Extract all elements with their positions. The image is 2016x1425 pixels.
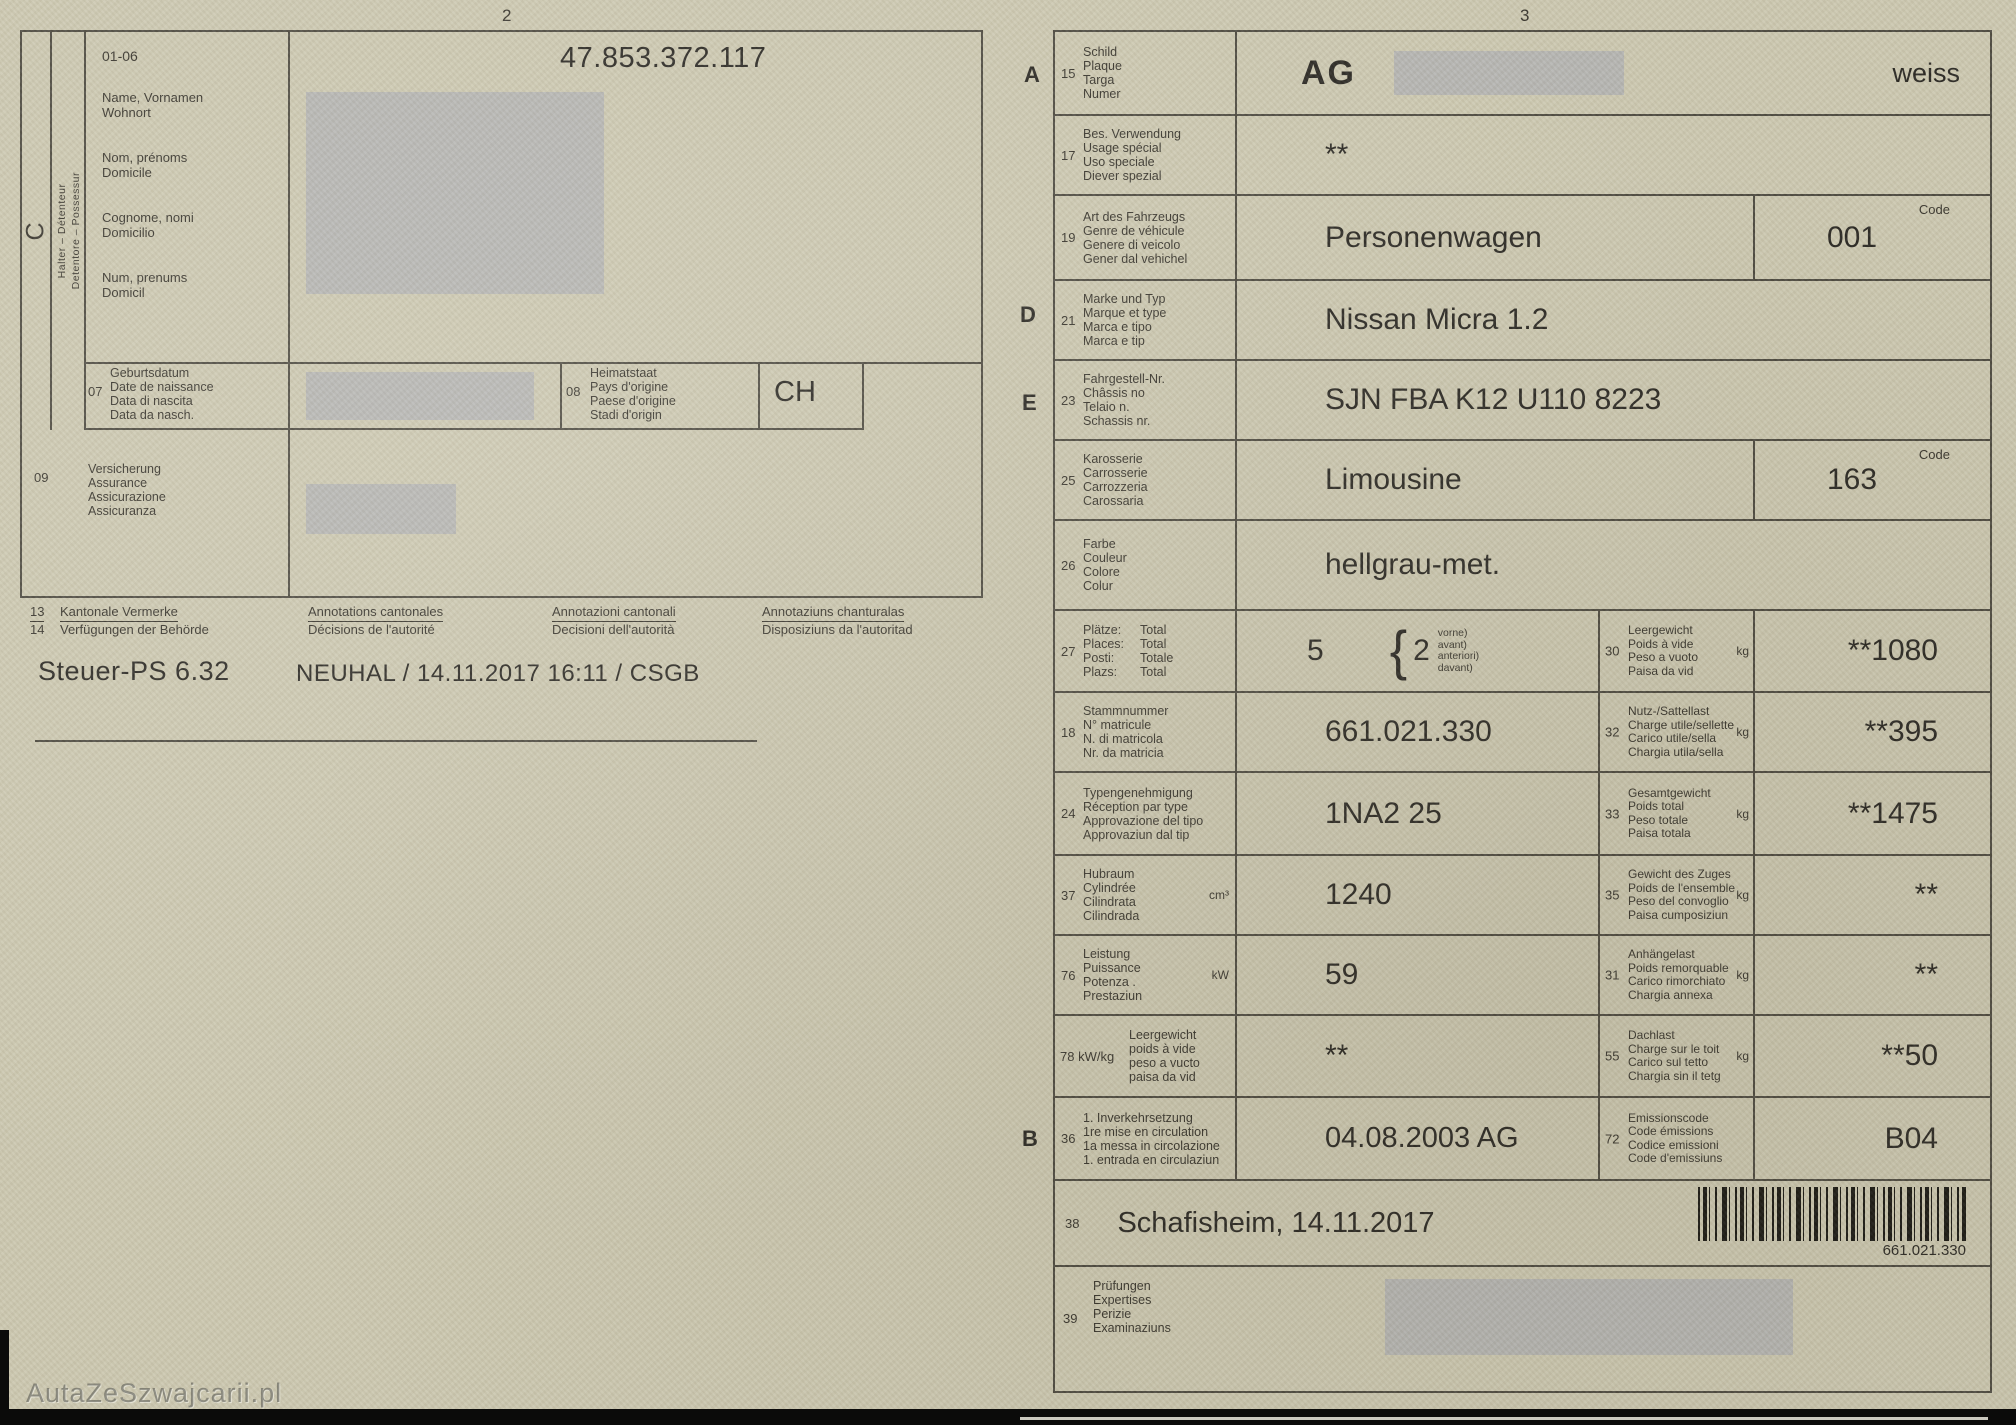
barcode: [1698, 1187, 1966, 1241]
vehicle-type-value: Personenwagen: [1237, 196, 1755, 279]
row-25-body-style: [1055, 441, 1990, 521]
redaction-box-inspections: [1385, 1279, 1793, 1355]
field-21-number: 21: [1061, 312, 1076, 328]
displacement-value: 1240: [1237, 856, 1600, 934]
vehicle-type-code-label: Code: [1918, 202, 1950, 217]
field-76-number: 76: [1061, 967, 1076, 983]
scan-left-edge: [0, 1330, 9, 1425]
row-18-label-cell: [1055, 693, 1237, 771]
label-value-divider: [288, 32, 290, 596]
row-18-matricule-32-payload: [1055, 693, 1990, 773]
row-39-inspections: [1055, 1267, 1990, 1391]
margin-letter-a: A: [1024, 62, 1040, 87]
field-72-labels: Emissionscode Code émissions Codice emissioni Code d'emissiuns: [1628, 1110, 1723, 1165]
holder-name-label-de: Name, Vornamen Wohnort: [102, 90, 204, 120]
row-21-label-cell: [1055, 281, 1237, 359]
field-33-unit: kg: [1736, 806, 1749, 821]
row-27-seats-30-weight: [1055, 611, 1990, 693]
row-24-approval-33-total-weight: [1055, 773, 1990, 856]
cantonal-header-it: [552, 604, 676, 638]
field-32-number: 32: [1605, 724, 1620, 740]
row-37-displacement-35-train-weight: [1055, 856, 1990, 936]
row-25-label-cell: [1055, 441, 1237, 519]
plate-value-cell: [1237, 32, 1990, 114]
row-76-label-cell: [1055, 936, 1237, 1014]
cantonal-header-de-line2: Verfügungen der Behörde: [60, 622, 209, 637]
field-37-labels: Hubraum Cylindrée Cilindrata Cilindrada: [1083, 867, 1140, 923]
field-26-number: 26: [1061, 557, 1076, 573]
cantonal-header-fr-line1: Annotations cantonales: [308, 604, 443, 622]
field-27-number: 27: [1061, 643, 1076, 659]
field-14-number: 14: [30, 622, 45, 637]
row-17-label-cell: [1055, 116, 1237, 194]
field-37-number: 37: [1061, 887, 1076, 903]
redaction-box-insurance: [306, 484, 456, 534]
row-19-label-cell: [1055, 196, 1237, 279]
body-style-code-value: 163: [1827, 463, 1878, 496]
field-35-unit: kg: [1736, 888, 1749, 902]
row-26-color: [1055, 521, 1990, 611]
redaction-box-plate-number: [1394, 51, 1624, 95]
type-approval-value: 1NA2 25: [1237, 773, 1600, 854]
plate-color-value: weiss: [1892, 57, 1960, 88]
payload-value: **395: [1864, 715, 1938, 748]
train-weight-value: **: [1914, 878, 1938, 911]
field-09-insurance-labels: Versicherung Assurance Assicurazione Assicuranza: [88, 462, 166, 518]
section-letter-c-column: [22, 32, 52, 430]
cantonal-header-rm-line1: Annotaziuns chanturalas: [762, 604, 904, 622]
chassis-number-value: SJN FBA K12 U110 8223: [1325, 383, 1662, 416]
margin-letter-d: D: [1020, 302, 1036, 327]
vehicle-data-table: [1053, 30, 1992, 1393]
authority-stamp-entry: NEUHAL / 14.11.2017 16:11 / CSGB: [296, 660, 700, 687]
field-26-labels: Farbe Couleur Colore Colur: [1083, 537, 1127, 593]
field08-left-border: [560, 362, 562, 430]
holder-name-label-it: Cognome, nomi Domicilio: [102, 210, 194, 240]
field-33-labels: Gesamtgewicht Poids total Peso totale Paisa totala: [1628, 785, 1711, 840]
field-27-labels: [1081, 611, 1173, 691]
redaction-box-birthdate: [306, 372, 534, 420]
field-27-labels-left: Plätze: Places: Posti: Plazs:: [1083, 623, 1124, 679]
row-39-label-cell: [1055, 1267, 1990, 1391]
field-33-number: 33: [1605, 806, 1620, 821]
field-72-number: 72: [1605, 1131, 1620, 1146]
cantonal-header-it-line1: Annotazioni cantonali: [552, 604, 676, 622]
roof-load-value: **50: [1881, 1039, 1938, 1072]
matricule-number-value: 661.021.330: [1237, 693, 1600, 771]
field-31-label-cell: [1600, 936, 1755, 1014]
cantonal-header-rm: [762, 604, 913, 638]
vehicle-type-code-value: 001: [1827, 220, 1878, 254]
field08-value-divider: [758, 362, 760, 430]
plate-canton-value: AG: [1301, 53, 1356, 92]
field-30-labels: Leergewicht Poids à vide Peso a vuoto Paisa da vid: [1628, 623, 1699, 678]
cantonal-rule-line: [35, 740, 757, 742]
field-31-number: 31: [1605, 967, 1620, 983]
field-range-01-06: 01-06: [102, 48, 138, 64]
holder-vertical-text: Halter – Détenteur Detentore – Possessur: [56, 172, 82, 290]
row-38-issue: [1055, 1181, 1990, 1267]
row07-top-line: [86, 362, 981, 364]
power-ratio-value: **: [1237, 1016, 1600, 1096]
field-27-labels-right: Total Total Totale Total: [1140, 623, 1174, 679]
field-25-number: 25: [1061, 472, 1076, 488]
row-19-vehicle-type: [1055, 196, 1990, 281]
cantonal-remarks-numbers: [30, 604, 44, 638]
field-23-labels: Fahrgestell-Nr. Châssis no Telaio n. Schassis nr.: [1083, 372, 1165, 428]
field-08-origin-labels: Heimatstaat Pays d'origine Paese d'origine Stadi d'origin: [590, 366, 676, 422]
emissions-code-value: B04: [1884, 1121, 1938, 1155]
field-39-number: 39: [1063, 1311, 1078, 1326]
power-value: 59: [1237, 936, 1600, 1014]
cantonal-header-fr: [308, 604, 443, 638]
issue-row-content: [1055, 1181, 1990, 1265]
holder-name-label-fr: Nom, prénoms Domicile: [102, 150, 188, 180]
field-25-labels: Karosserie Carrosserie Carrozzeria Carossaria: [1083, 452, 1148, 508]
field-35-labels: Gewicht des Zuges Poids de l'ensemble Peso del convoglio Paisa cumposiziun: [1628, 867, 1736, 922]
cantonal-header-de: [60, 604, 209, 638]
field-35-label-cell: [1600, 856, 1755, 934]
seats-total-value: 5: [1307, 634, 1324, 667]
field-76-labels: Leistung Puissance Potenza . Prestaziun: [1083, 947, 1143, 1003]
barcode-block: [1698, 1187, 1966, 1259]
row-36-first-registration-72-emissions: [1055, 1098, 1990, 1181]
field-78-number: 78 kW/kg: [1060, 1048, 1115, 1064]
seats-front-value: 2: [1413, 634, 1430, 667]
vehicle-type-code-cell: [1755, 196, 1990, 279]
trailer-load-value: **: [1914, 958, 1938, 991]
left-page-number: 2: [502, 6, 512, 25]
cantonal-header-rm-line2: Disposiziuns da l'autoritad: [762, 622, 913, 637]
empty-weight-value: **1080: [1847, 634, 1938, 667]
field-30-number: 30: [1605, 643, 1620, 659]
origin-country-value: CH: [774, 376, 816, 408]
field-18-number: 18: [1061, 724, 1076, 740]
row-26-label-cell: [1055, 521, 1237, 609]
field-37-unit: cm³: [1209, 888, 1229, 902]
field-35-number: 35: [1605, 887, 1620, 903]
field-31-unit: kg: [1736, 968, 1749, 982]
row-36-label-cell: [1055, 1098, 1237, 1179]
field-13-number: 13: [30, 604, 44, 622]
field-78-labels: Leergewicht poids à vide peso a vucto paisa da vid: [1129, 1028, 1200, 1084]
row-21-make-type: [1055, 281, 1990, 361]
row-24-label-cell: [1055, 773, 1237, 854]
field-18-labels: Stammnummer N° matricule N. di matricola Nr. da matricia: [1083, 704, 1169, 760]
row07-bottom-line: [86, 428, 864, 430]
section-letter-c: C: [21, 221, 50, 241]
body-style-code-label: Code: [1918, 447, 1950, 462]
field-09-number: 09: [34, 470, 49, 485]
row-15-label-cell: [1055, 32, 1237, 114]
color-value: hellgrau-met.: [1325, 548, 1501, 581]
field-24-number: 24: [1061, 806, 1076, 821]
scan-white-streak: [1020, 1417, 1988, 1420]
margin-letter-b: B: [1022, 1126, 1038, 1151]
field-55-number: 55: [1605, 1048, 1620, 1064]
field-30-unit: kg: [1736, 644, 1749, 658]
make-type-value: Nissan Micra 1.2: [1325, 303, 1549, 336]
seats-brace-glyph: {: [1389, 620, 1408, 682]
holder-vertical-column: [54, 32, 86, 430]
row-17-special-use: [1055, 116, 1990, 196]
right-page-number: 3: [1520, 6, 1530, 25]
field-32-unit: kg: [1736, 725, 1749, 739]
total-weight-value: **1475: [1847, 796, 1938, 830]
watermark-text: AutaZeSzwajcarii.pl: [26, 1378, 283, 1408]
row-78-power-ratio-55-roof-load: [1055, 1016, 1990, 1098]
field-38-number: 38: [1065, 1215, 1080, 1231]
field-33-label-cell: [1600, 773, 1755, 854]
field-17-labels: Bes. Verwendung Usage spécial Uso speciale Diever spezial: [1083, 127, 1181, 183]
row-37-label-cell: [1055, 856, 1237, 934]
field08-right-border: [862, 362, 864, 430]
field-07-number: 07: [88, 384, 103, 399]
field-15-labels: Schild Plaque Targa Numer: [1083, 45, 1122, 101]
field-07-birthdate-labels: Geburtsdatum Date de naissance Data di nascita Data da nasch.: [110, 366, 214, 422]
field-19-labels: Art des Fahrzeugs Genre de véhicule Genere di veicolo Gener dal vehichel: [1083, 209, 1188, 266]
field-32-labels: Nutz-/Sattellast Charge utile/sellette Carico utile/sella Chargia utila/sella: [1628, 704, 1735, 759]
redaction-box-holder-name: [306, 92, 604, 294]
field-36-labels: 1. Inverkehrsetzung 1re mise en circulation 1a messa in circolazione 1. entrada en circulaziun: [1083, 1110, 1220, 1167]
field-36-number: 36: [1061, 1131, 1076, 1146]
field-15-number: 15: [1061, 65, 1076, 81]
body-style-value: Limousine: [1237, 441, 1755, 519]
seats-front-labels: vorne) avant) anteriori) davant): [1437, 627, 1480, 674]
field-19-number: 19: [1061, 230, 1076, 245]
row-76-power-31-trailer-load: [1055, 936, 1990, 1016]
barcode-number: 661.021.330: [1882, 1242, 1966, 1259]
field-76-unit: kW: [1211, 968, 1229, 982]
tax-hp-entry: Steuer-PS 6.32: [38, 656, 230, 686]
row-78-label-cell: [1055, 1016, 1237, 1096]
row-23-label-cell: [1055, 361, 1237, 439]
holder-section-box: [20, 30, 983, 598]
row-15-plate: [1055, 32, 1990, 116]
field-23-number: 23: [1061, 392, 1076, 408]
field-55-label-cell: [1600, 1016, 1755, 1096]
field-24-labels: Typengenehmigung Réception par type Approvazione del tipo Approvaziun dal tip: [1083, 785, 1204, 842]
field-32-label-cell: [1600, 693, 1755, 771]
first-registration-value: 04.08.2003 AG: [1237, 1098, 1600, 1179]
field-30-label-cell: [1600, 611, 1755, 691]
row-23-chassis: [1055, 361, 1990, 441]
field-08-number: 08: [566, 384, 581, 399]
field-31-labels: Anhängelast Poids remorquable Carico rimorchiato Chargia annexa: [1628, 947, 1729, 1002]
seats-value-cell: [1237, 611, 1600, 691]
row-27-label-cell: [1055, 611, 1237, 691]
field-21-labels: Marke und Typ Marque et type Marca e tipo Marca e tip: [1083, 292, 1167, 348]
field-55-labels: Dachlast Charge sur le toit Carico sul tetto Chargia sin il tetg: [1628, 1028, 1721, 1083]
field-39-labels: Prüfungen Expertises Perizie Examinaziuns: [1093, 1279, 1171, 1335]
issue-place-date-value: Schafisheim, 14.11.2017: [1117, 1206, 1435, 1239]
field-17-number: 17: [1061, 147, 1076, 163]
body-style-code-cell: [1755, 441, 1990, 519]
holder-name-label-rm: Num, prenums Domicil: [102, 270, 188, 300]
field-72-label-cell: [1600, 1098, 1755, 1179]
cantonal-header-de-line1: Kantonale Vermerke: [60, 604, 178, 622]
margin-letter-e: E: [1022, 390, 1037, 415]
document-number: 47.853.372.117: [560, 42, 767, 74]
field-55-unit: kg: [1736, 1049, 1749, 1063]
cantonal-header-fr-line2: Décisions de l'autorité: [308, 622, 435, 637]
special-use-value: **: [1325, 138, 1349, 171]
cantonal-header-it-line2: Decisioni dell'autorità: [552, 622, 675, 637]
